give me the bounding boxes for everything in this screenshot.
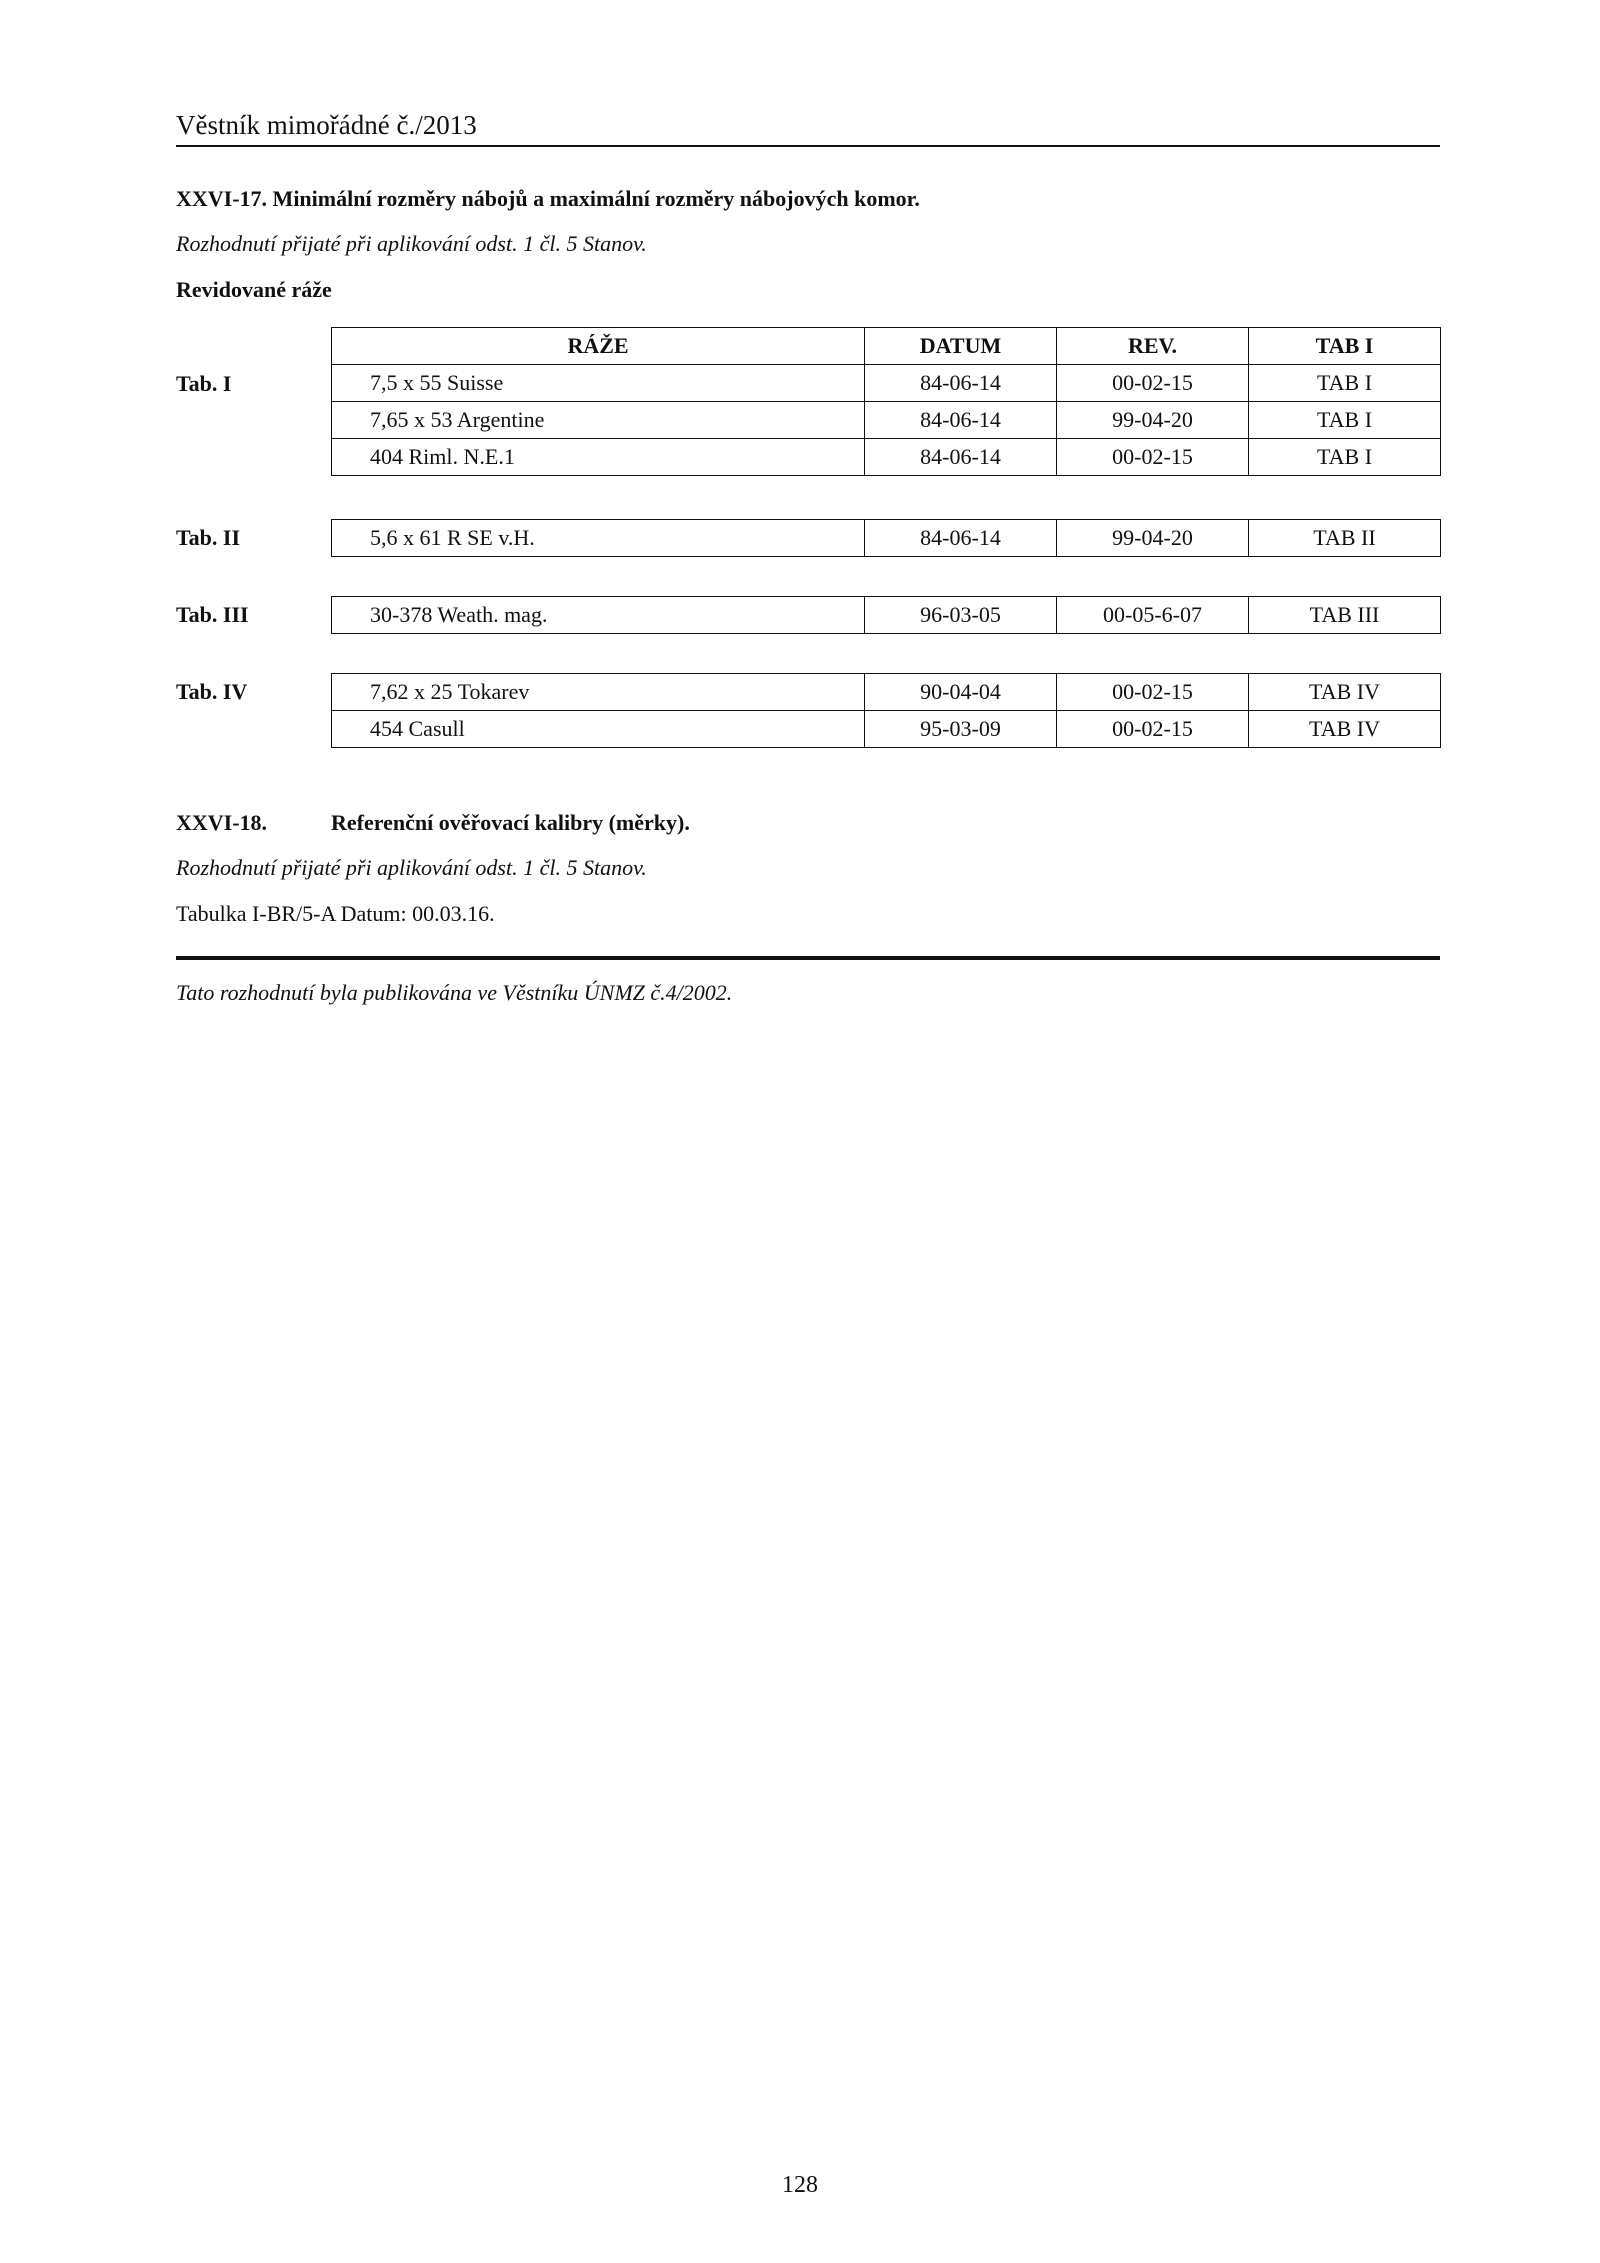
page-header-title: Věstník mimořádné č./2013 xyxy=(176,110,477,140)
footer-rule xyxy=(176,956,1440,960)
cell-tab: TAB I xyxy=(1249,365,1441,402)
cell-datum: 95-03-09 xyxy=(865,711,1057,748)
cell-tab: TAB II xyxy=(1249,520,1441,557)
cell-tab: TAB IV xyxy=(1249,711,1441,748)
column-header-datum: DATUM xyxy=(865,328,1057,365)
cell-raze: 454 Casull xyxy=(332,711,865,748)
table-row xyxy=(332,520,1441,557)
column-header-rev: REV. xyxy=(1057,328,1249,365)
section-17-title: XXVI-17. Minimální rozměry nábojů a maximální rozměry nábojových komor. xyxy=(176,186,920,211)
cell-tab: TAB IV xyxy=(1249,674,1441,711)
cell-datum: 84-06-14 xyxy=(865,439,1057,476)
table-row xyxy=(332,711,1441,748)
cell-raze: 404 Riml. N.E.1 xyxy=(332,439,865,476)
section-17-note: Rozhodnutí přijaté při aplikování odst. 1 čl. 5 Stanov. xyxy=(176,231,647,256)
table-row xyxy=(332,365,1441,402)
table-header-row xyxy=(332,328,1441,365)
cell-datum: 84-06-14 xyxy=(865,520,1057,557)
cell-raze: 5,6 x 61 R SE v.H. xyxy=(332,520,865,557)
table-row xyxy=(332,439,1441,476)
cell-tab: TAB I xyxy=(1249,402,1441,439)
tab-label-3: Tab. III xyxy=(176,602,249,627)
cell-rev: 00-02-15 xyxy=(1057,365,1249,402)
table-tab-2 xyxy=(331,519,1441,557)
cell-raze: 7,5 x 55 Suisse xyxy=(332,365,865,402)
section-18-number: XXVI-18. xyxy=(176,810,268,835)
cell-rev: 00-02-15 xyxy=(1057,674,1249,711)
tab-label-1: Tab. I xyxy=(176,371,232,396)
section-18-title: Referenční ověřovací kalibry (měrky). xyxy=(331,810,690,835)
section-18-note: Rozhodnutí přijaté při aplikování odst. 1 čl. 5 Stanov. xyxy=(176,855,647,880)
table-tab-3 xyxy=(331,596,1441,634)
section-17-subheading: Revidované ráže xyxy=(176,277,332,302)
table-tab-4 xyxy=(331,673,1441,748)
cell-rev: 99-04-20 xyxy=(1057,402,1249,439)
column-header-tab: TAB I xyxy=(1249,328,1441,365)
header-rule xyxy=(176,145,1440,147)
cell-raze: 7,62 x 25 Tokarev xyxy=(332,674,865,711)
cell-datum: 90-04-04 xyxy=(865,674,1057,711)
tab-label-2: Tab. II xyxy=(176,525,241,550)
table-row xyxy=(332,674,1441,711)
cell-rev: 99-04-20 xyxy=(1057,520,1249,557)
cell-datum: 84-06-14 xyxy=(865,402,1057,439)
cell-rev: 00-02-15 xyxy=(1057,439,1249,476)
cell-raze: 7,65 x 53 Argentine xyxy=(332,402,865,439)
section-18-table-ref: Tabulka I-BR/5-A Datum: 00.03.16. xyxy=(176,901,495,926)
tab-label-4: Tab. IV xyxy=(176,679,248,704)
cell-rev: 00-05-6-07 xyxy=(1057,597,1249,634)
table-tab-1 xyxy=(331,327,1441,476)
cell-rev: 00-02-15 xyxy=(1057,711,1249,748)
cell-raze: 30-378 Weath. mag. xyxy=(332,597,865,634)
cell-tab: TAB III xyxy=(1249,597,1441,634)
page-number: 128 xyxy=(782,2172,818,2198)
footer-note: Tato rozhodnutí byla publikována ve Věstníku ÚNMZ č.4/2002. xyxy=(176,980,733,1005)
cell-datum: 84-06-14 xyxy=(865,365,1057,402)
table-row xyxy=(332,402,1441,439)
column-header-raze: RÁŽE xyxy=(332,328,865,365)
table-row xyxy=(332,597,1441,634)
cell-datum: 96-03-05 xyxy=(865,597,1057,634)
cell-tab: TAB I xyxy=(1249,439,1441,476)
